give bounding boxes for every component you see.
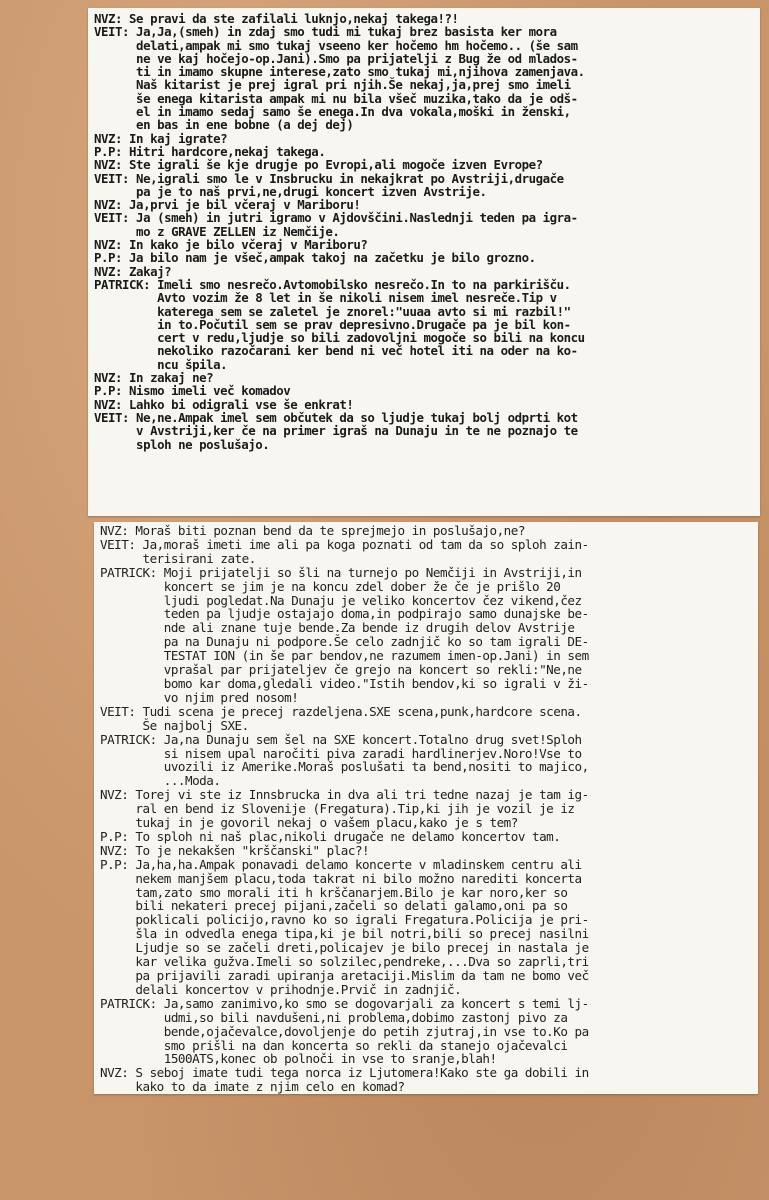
interview-line: vo njim pred nosom! bbox=[100, 689, 299, 705]
interview-line: ti in imamo skupne interese,zato smo tukaj mi,njihova zamenjava. bbox=[94, 64, 585, 80]
interview-line: NVZ: Se pravi da ste zafilali luknjo,nekaj takega!?! bbox=[94, 11, 459, 26]
interview-line: v Avstriji,ker če na primer igraš na Dunaju in te ne poznajo te bbox=[94, 423, 578, 439]
interview-line: kako to da imate z njim celo en komad? bbox=[100, 1079, 405, 1095]
interview-line: delali koncertov v prihodnje.Prvič in zadnjič. bbox=[100, 981, 462, 997]
interview-text-part1 bbox=[94, 12, 754, 451]
interview-line: vprašal par prijateljev če grejo na koncert so rekli:"Ne,ne bbox=[100, 662, 582, 678]
interview-line: PATRICK: Ja,na Dunaju sem šel na SXE koncert.Totalno drug svet!Sploh bbox=[100, 731, 582, 747]
interview-line: Ljudje so se začeli dreti,policajev je bilo precej in nastala je bbox=[100, 940, 589, 956]
interview-line: pa je to naš prvi,ne,drugi koncert izven Avstrije. bbox=[94, 183, 487, 199]
interview-line: mo z GRAVE ZELLEN iz Nemčije. bbox=[94, 223, 340, 239]
interview-line: VEIT: Ja,moraš imeti ime ali pa koga poznati od tam da so sploh zain- bbox=[100, 536, 589, 552]
interview-line: uvozili iz Amerike.Moraš poslušati ta bend,nositi to majico, bbox=[100, 759, 589, 775]
interview-line: TESTAT ION (in še par bendov,ne razumem imen-op.Jani) in sem bbox=[100, 648, 589, 664]
interview-line: nekoliko razočarani ker bend ni več hotel iti na oder na ko- bbox=[94, 343, 578, 359]
interview-line: sploh ne poslušajo. bbox=[94, 436, 270, 452]
interview-line: ne ve kaj hočejo-op.Jani).Smo pa prijatelji z Bug že od mlados- bbox=[94, 50, 578, 66]
interview-line: VEIT: Ne,igrali smo le v Insbrucku in nekajkrat po Avstriji,drugače bbox=[94, 170, 564, 186]
interview-line: Še najbolj SXE. bbox=[100, 717, 249, 733]
interview-line: pa prijavili zaradi upiranja aretaciji.Mislim da tam ne bomo več bbox=[100, 968, 589, 983]
interview-line: NVZ: Ste igrali še kje drugje po Evropi,ali mogoče izven Evrope? bbox=[94, 157, 543, 173]
interview-line: udmi,so bili navdušeni,ni problema,dobimo zastonj pivo za bbox=[100, 1009, 568, 1025]
interview-line: VEIT: Ne,ne.Ampak imel sem občutek da so ljudje tukaj bolj odprti kot bbox=[94, 409, 578, 425]
interview-line: katerega sem se zaletel je znorel:"uuaa avto si mi razbil!" bbox=[94, 303, 571, 319]
interview-line: PATRICK: Ja,samo zanimivo,ko smo se dogovarjali za koncert s temi lj- bbox=[100, 995, 589, 1011]
interview-line: tam,zato smo morali iti h krščanarjem.Bilo je kar noro,ker so bbox=[100, 884, 568, 900]
interview-line: P.P: Hitri hardcore,nekaj takega. bbox=[94, 143, 326, 159]
interview-clipping-1 bbox=[88, 8, 760, 516]
interview-line: P.P: Ja,ha,ha.Ampak ponavadi delamo koncerte v mladinskem centru ali bbox=[100, 856, 582, 872]
interview-line: P.P: Ja bilo nam je všeč,ampak takoj na začetku je bilo grozno. bbox=[94, 250, 536, 266]
interview-line: Avto vozim že 8 let in še nikoli nisem imel nesreče.Tip v bbox=[94, 290, 557, 306]
interview-clipping-2 bbox=[94, 522, 758, 1094]
interview-text-part2 bbox=[100, 524, 752, 1094]
interview-line: ...Moda. bbox=[100, 773, 221, 789]
interview-line: še enega kitarista ampak mi nu bila všeč muzika,tako da je odš- bbox=[94, 90, 578, 106]
interview-line: nde ali znane tuje bende.Za bende iz drugih delov Avstrije bbox=[100, 620, 575, 636]
interview-line: bomo kar doma,gledali video."Istih bendov,ki so igrali v ži- bbox=[100, 675, 589, 691]
interview-line: VEIT: Tudi scena je precej razdeljena.SXE scena,punk,hardcore scena. bbox=[100, 703, 582, 719]
interview-line: P.P: To sploh ni naš plac,nikoli drugače ne delamo koncertov tam. bbox=[100, 828, 561, 844]
interview-line: pa na Dunaju ni podpore.Še celo zadnjič ko so tam igrali DE- bbox=[100, 634, 589, 650]
interview-line: NVZ: Moraš biti poznan bend da te sprejmejo in poslušajo,ne? bbox=[100, 523, 525, 538]
interview-line: PATRICK: Moji prijatelji so šli na turnejo po Nemčiji in Avstriji,in bbox=[100, 564, 582, 580]
interview-line: 1500ATS,konec ob polnoči in vse to sranje,blah! bbox=[100, 1051, 497, 1067]
interview-line: NVZ: Lahko bi odigrali vse še enkrat! bbox=[94, 396, 354, 412]
interview-line: in to.Počutil sem se prav depresivno.Drugače pa je bil kon- bbox=[94, 316, 571, 332]
interview-line: NVZ: In kako je bilo včeraj v Mariboru? bbox=[94, 237, 368, 253]
interview-line: ncu špila. bbox=[94, 356, 228, 372]
interview-line: šla in odvedla enega tipa,ki je bil notri,bili so precej nasilni bbox=[100, 926, 589, 942]
interview-line: en bas in ene bobne (a dej dej) bbox=[94, 117, 354, 133]
interview-line: NVZ: In kaj igrate? bbox=[94, 130, 228, 146]
interview-line: cert v redu,ljudje so bili zadovoljni mogoče so bili na koncu bbox=[94, 330, 585, 346]
interview-line: Naš kitarist je prej igral pri njih.Še nekaj,ja,prej smo imeli bbox=[94, 77, 571, 93]
interview-line: NVZ: Zakaj? bbox=[94, 263, 172, 279]
interview-line: smo prišli na dan koncerta so rekli da stanejo ojačevalci bbox=[100, 1037, 568, 1053]
interview-line: NVZ: S seboj imate tudi tega norca iz Ljutomera!Kako ste ga dobili in bbox=[100, 1065, 589, 1081]
interview-line: el in imamo sedaj samo še enega.In dva vokala,moški in ženski, bbox=[94, 104, 571, 120]
interview-line: terisirani zate. bbox=[100, 550, 256, 566]
interview-line: nekem manjšem placu,toda takrat ni bilo možno narediti koncerta bbox=[100, 870, 582, 886]
interview-line: NVZ: In zakaj ne? bbox=[94, 370, 214, 386]
interview-line: teden pa ljudje ostajajo doma,in podpirajo samo dunajske be- bbox=[100, 606, 589, 622]
interview-line: kar velika gužva.Imeli so solzilec,pendreke,...Dva so zaprli,tri bbox=[100, 954, 589, 970]
interview-line: tukaj in je govoril nekaj o vašem placu,kako je s tem? bbox=[100, 815, 518, 831]
interview-line: VEIT: Ja,Ja,(smeh) in zdaj smo tudi mi tukaj brez basista ker mora bbox=[94, 24, 557, 40]
interview-line: VEIT: Ja (smeh) in jutri igramo v Ajdovščini.Naslednji teden pa igra- bbox=[94, 210, 578, 226]
interview-line: NVZ: Ja,prvi je bil včeraj v Mariboru! bbox=[94, 197, 361, 213]
interview-line: ljudi pogledat.Na Dunaju je veliko koncertov čez vikend,čez bbox=[100, 592, 582, 608]
interview-line: delati,ampak mi smo tukaj vseeno ker hočemo hm hočemo.. (še sam bbox=[94, 37, 578, 53]
interview-line: koncert se jim je na koncu zdel dober že če je prišlo 20 bbox=[100, 578, 561, 594]
interview-line: P.P: Nismo imeli več komadov bbox=[94, 383, 291, 399]
interview-line: bili nekateri precej pijani,začeli so delati galamo,oni pa so bbox=[100, 898, 568, 914]
interview-line: PATRICK: Imeli smo nesrečo.Avtomobilsko nesrečo.In to na parkirišču. bbox=[94, 276, 571, 292]
interview-line: si nisem upal naročiti piva zaradi hardlinerjev.Noro!Vse to bbox=[100, 745, 582, 761]
interview-line: NVZ: Torej vi ste iz Innsbrucka in dva ali tri tedne nazaj je tam ig- bbox=[100, 787, 589, 803]
interview-line: NVZ: To je nekakšen "krščanski" plac?! bbox=[100, 842, 370, 858]
interview-line: ral en bend iz Slovenije (Fregatura).Tip,ki jih je vozil je iz bbox=[100, 801, 575, 817]
interview-line: bende,ojačevalce,dovoljenje do petih zjutraj,in vse to.Ko pa bbox=[100, 1023, 589, 1039]
interview-line: poklicali policijo,ravno ko so igrali Fregatura.Policija je pri- bbox=[100, 912, 589, 928]
